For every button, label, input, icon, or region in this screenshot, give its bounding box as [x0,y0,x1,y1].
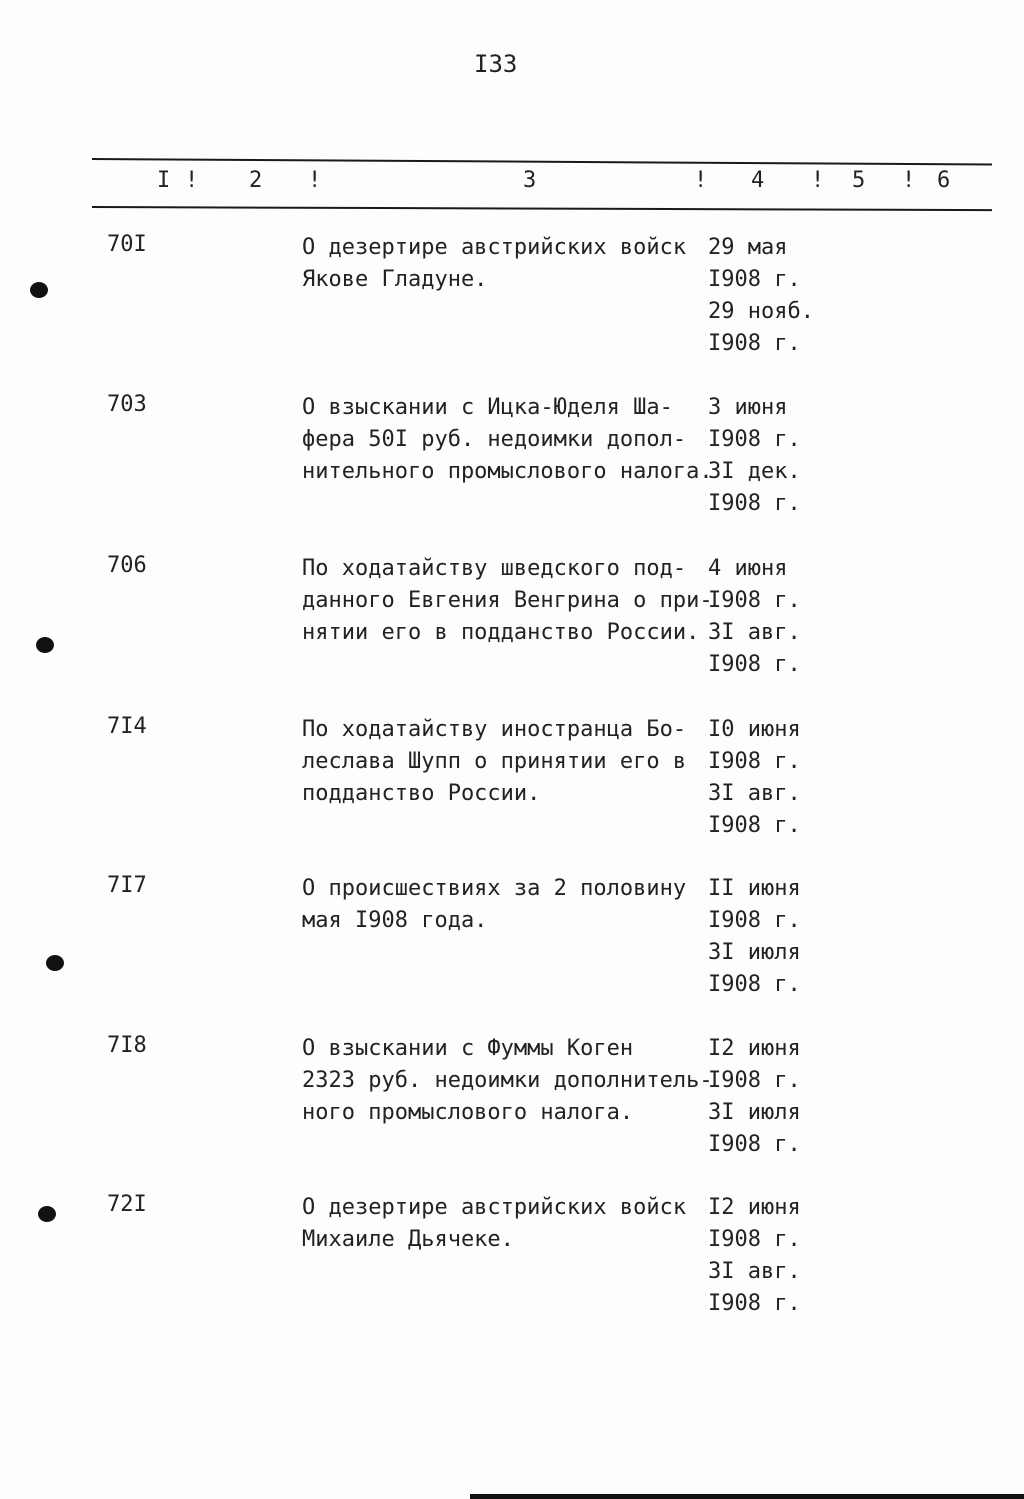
entry-number: 7I8 [107,1033,147,1058]
entry-end-date: 3I авг. [708,781,801,806]
column-separator: ! [902,168,916,193]
entry-description: О взыскании с Фуммы Коген 2323 руб. недоимки дополнитель- ного промыслового налога. [302,1036,713,1125]
entry-description: По ходатайству иностранца Бо- леслава Шупп о принятии его в подданство России. [302,717,687,806]
entry-end-year: I908 г. [708,331,801,356]
header-rule-top [92,158,992,165]
entry-end-year: I908 г. [708,652,801,677]
column-separator: ! [694,168,708,193]
entry-number: 70I [107,232,147,257]
entry-start-date: I0 июня [708,717,801,742]
column-header-1: I [157,168,171,193]
column-separator: ! [308,168,322,193]
entry-start-date: 29 мая [708,235,788,260]
column-separator: ! [811,168,825,193]
entry-end-date: 29 нояб. [708,299,814,324]
column-header-5: 5 [852,168,866,193]
entry-start-year: I908 г. [708,1068,801,1093]
entry-dates [708,232,814,360]
entry-end-year: I908 г. [708,972,801,997]
column-separator: ! [185,168,199,193]
entry-description: О дезертире австрийских войск Михаиле Дьячеке. [302,1195,687,1252]
column-header-6: 6 [937,168,951,193]
entry-end-date: 3I авг. [708,620,801,645]
entry-dates [708,553,801,681]
entry-end-date: 3I июля [708,940,801,965]
entry-start-year: I908 г. [708,749,801,774]
hole-punch-mark [36,637,54,653]
entry-start-year: I908 г. [708,1227,801,1252]
column-header-2: 2 [249,168,263,193]
page-number: I33 [474,50,518,78]
hole-punch-mark [46,955,64,971]
entry-end-year: I908 г. [708,1132,801,1157]
entry-number: 703 [107,392,147,417]
entry-dates [708,1192,801,1320]
entry-number: 7I7 [107,873,147,898]
entry-dates [708,1033,801,1161]
entry-start-date: I2 июня [708,1195,801,1220]
entry-start-year: I908 г. [708,267,801,292]
entry-description: О дезертире австрийских войск Якове Гладуне. [302,235,687,292]
entry-end-year: I908 г. [708,491,801,516]
hole-punch-mark [30,282,48,298]
entry-end-date: 3I дек. [708,459,801,484]
entry-start-year: I908 г. [708,588,801,613]
entry-description: О происшествиях за 2 половину мая I908 года. [302,876,687,933]
column-header-4: 4 [751,168,765,193]
entry-dates [708,392,801,520]
entry-number: 706 [107,553,147,578]
header-rule-bottom [92,206,992,211]
entry-end-date: 3I июля [708,1100,801,1125]
entry-description: По ходатайству шведского под- данного Евгения Венгрина о при- нятии его в подданство России. [302,556,713,645]
entry-end-date: 3I авг. [708,1259,801,1284]
entry-dates [708,873,801,1001]
entry-start-date: 3 июня [708,395,788,420]
entry-start-date: 4 июня [708,556,788,581]
entry-start-year: I908 г. [708,427,801,452]
entry-start-year: I908 г. [708,908,801,933]
entry-description: О взыскании с Ицка-Юделя Ша- фера 50I руб. недоимки допол- нительного промыслового налога. [302,395,713,484]
entry-end-year: I908 г. [708,1291,801,1316]
entry-start-date: II июня [708,876,801,901]
column-header-3: 3 [523,168,537,193]
entry-dates [708,714,801,842]
hole-punch-mark [38,1206,56,1222]
entry-start-date: I2 июня [708,1036,801,1061]
entry-number: 7I4 [107,714,147,739]
entry-end-year: I908 г. [708,813,801,838]
bottom-edge-bar [470,1494,1024,1499]
entry-number: 72I [107,1192,147,1217]
